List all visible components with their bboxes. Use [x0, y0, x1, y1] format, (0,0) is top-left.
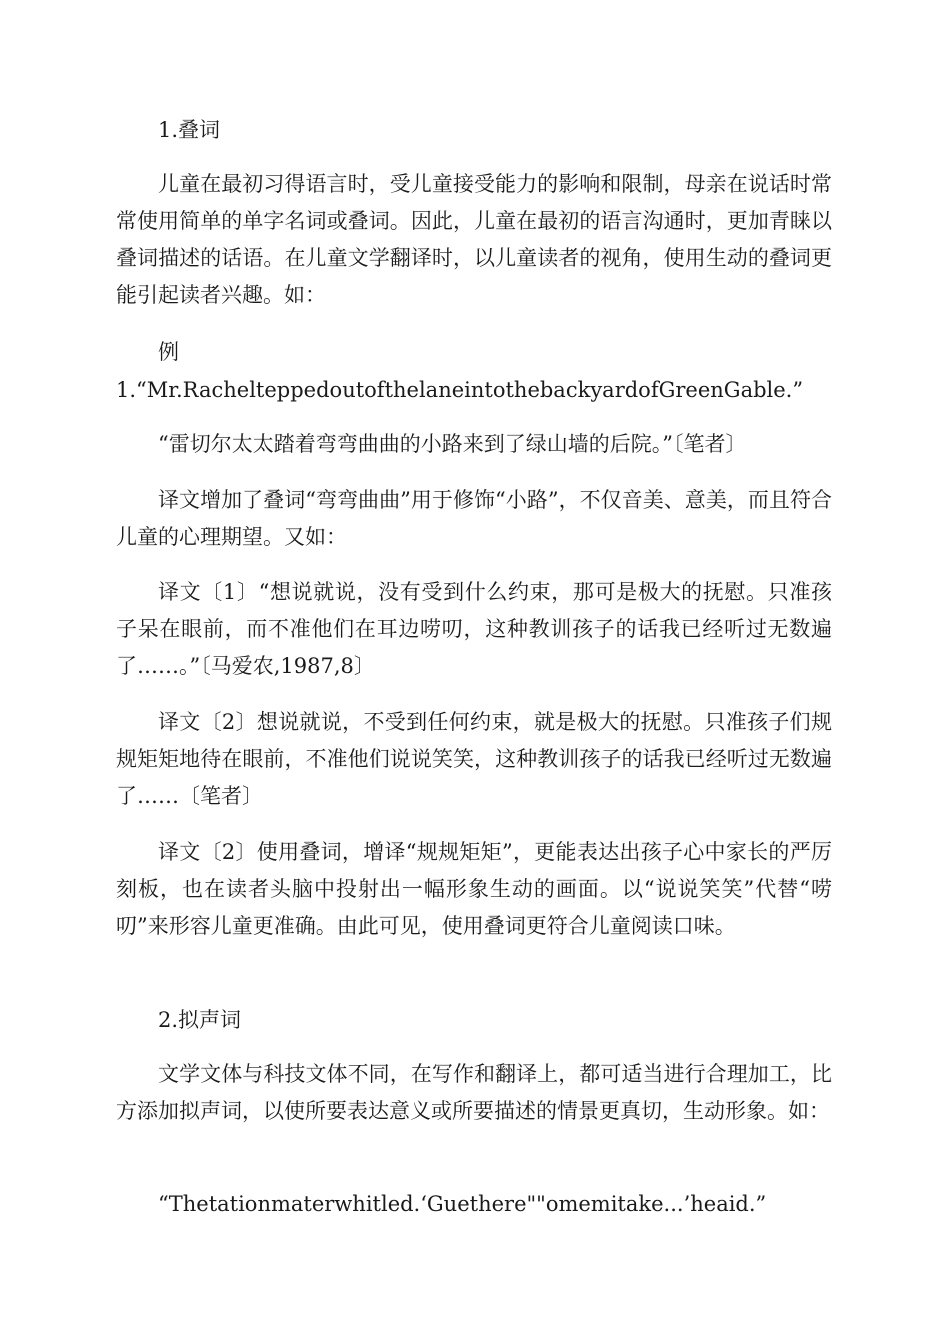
section-heading-onomatopoeia: 2.拟声词 — [158, 1008, 242, 1032]
example-2-english: “Thetationmaterwhitled.‘Guethere""omemitake...’heaid.” — [158, 1192, 767, 1216]
paragraph-translation-2: 译文〔2〕想说就说，不受到任何约束，就是极大的抚慰。只准孩子们规规矩矩地待在眼前，不准他们说说笑笑，这种教训孩子的话我已经听过无数遍了……〔笔者〕 — [116, 710, 832, 808]
paragraph-translation-2-analysis: 译文〔2〕使用叠词，增译“规规矩矩”，更能表达出孩子心中家长的严厉刻板，也在读者头脑中投射出一幅形象生动的画面。以“说说笑笑”代替“唠叨”来形容儿童更准确。由此可见，使用叠词更符合儿童阅读口味。 — [116, 840, 832, 938]
example-1-translation: “雷切尔太太踏着弯弯曲曲的小路来到了绿山墙的后院。”〔笔者〕 — [158, 432, 747, 456]
paragraph-translation-1: 译文〔1〕“想说就说，没有受到什么约束，那可是极大的抚慰。只准孩子呆在眼前，而不准他们在耳边唠叨，这种教训孩子的话我已经听过无数遍了……。”〔马爱农,1987,8〕 — [116, 580, 832, 678]
paragraph-reduplication-intro: 儿童在最初习得语言时，受儿童接受能力的影响和限制，母亲在说话时常常使用简单的单字名词或叠词。因此，儿童在最初的语言沟通时，更加青睐以叠词描述的话语。在儿童文学翻译时，以儿童读者的视角，使用生动的叠词更能引起读者兴趣。如： — [116, 172, 832, 307]
example-1-english: 1.“Mr.RachelteppedoutofthelaneintothebackyardofGreenGable.” — [116, 378, 804, 402]
example-label: 例 — [158, 340, 179, 364]
section-heading-reduplication: 1.叠词 — [158, 118, 221, 142]
paragraph-translation-analysis: 译文增加了叠词“弯弯曲曲”用于修饰“小路”，不仅音美、意美，而且符合儿童的心理期望。又如： — [116, 488, 832, 549]
paragraph-onomatopoeia-intro: 文学文体与科技文体不同，在写作和翻译上，都可适当进行合理加工，比方添加拟声词，以使所要表达意义或所要描述的情景更真切，生动形象。如： — [116, 1062, 832, 1123]
